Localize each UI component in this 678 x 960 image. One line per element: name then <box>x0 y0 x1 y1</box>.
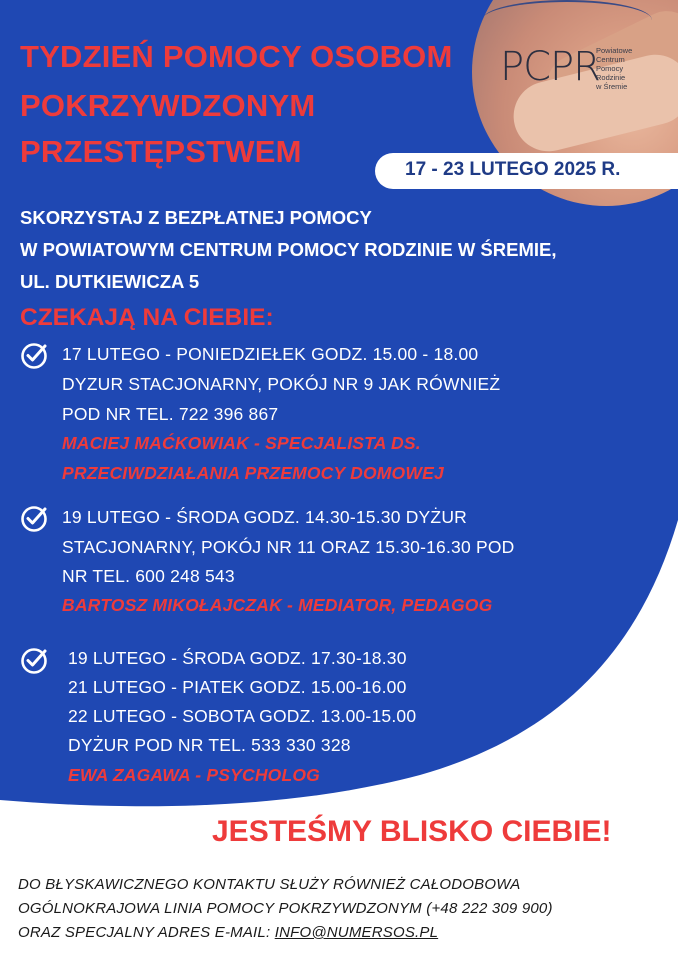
title-line-2: POKRZYWDZONYM <box>20 88 316 123</box>
checkmark-circle-icon <box>20 342 48 370</box>
item-3-specialist: EWA ZAGAWA - PSYCHOLOG <box>68 765 320 785</box>
item-1-line-1: 17 LUTEGO - PONIEDZIEŁEK GODZ. 15.00 - 18.00 <box>62 344 479 364</box>
date-badge <box>375 153 678 189</box>
email-link[interactable]: INFO@NUMERSOS.PL <box>274 924 439 941</box>
item-2-specialist: BARTOSZ MIKOŁAJCZAK - MEDIATOR, PEDAGOG <box>62 595 493 615</box>
pcpr-logo <box>500 42 650 102</box>
waiting-heading: CZEKAJĄ NA CIEBIE: <box>20 304 274 331</box>
item-3-line-2: 21 LUTEGO - PIATEK GODZ. 15.00-16.00 <box>68 677 407 697</box>
date-text: 17 - 23 LUTEGO 2025 R. <box>405 159 621 180</box>
item-1-line-3: POD NR TEL. 722 396 867 <box>62 404 279 424</box>
logo-text: Powiatowe Centrum Pomocy Rodzinie w Śremie <box>596 46 633 91</box>
item-2-line-2: STACJONARNY, POKÓJ NR 11 ORAZ 15.30-16.30 POD <box>62 537 515 557</box>
footer-line-1: DO BŁYSKAWICZNEGO KONTAKTU SŁUŻY RÓWNIEŻ CAŁODOBOWA <box>18 876 521 893</box>
item-3-line-1: 19 LUTEGO - ŚRODA GODZ. 17.30-18.30 <box>68 648 407 668</box>
item-2-line-3: NR TEL. 600 248 543 <box>62 566 235 586</box>
item-2-line-1: 19 LUTEGO - ŚRODA GODZ. 14.30-15.30 DYŻUR <box>62 507 467 527</box>
intro-line-2: W POWIATOWYM CENTRUM POMOCY RODZINIE W ŚREMIE, <box>20 239 557 260</box>
title-line-1: TYDZIEŃ POMOCY OSOBOM <box>20 39 453 74</box>
item-1-specialist-2: PRZECIWDZIAŁANIA PRZEMOCY DOMOWEJ <box>62 463 444 483</box>
checkmark-circle-icon <box>20 647 48 675</box>
footer-line-3 <box>18 924 438 941</box>
intro-line-1: SKORZYSTAJ Z BEZPŁATNEJ POMOCY <box>20 207 372 228</box>
item-1-specialist-1: MACIEJ MAĆKOWIAK - SPECJALISTA DS. <box>62 433 421 453</box>
item-3-line-4: DYŻUR POD NR TEL. 533 330 328 <box>68 735 351 755</box>
logo-mark: PCPR <box>500 44 600 90</box>
intro-line-3: UL. DUTKIEWICZA 5 <box>20 271 200 292</box>
footer-line-2: OGÓLNOKRAJOWA LINIA POMOCY POKRZYWDZONYM (+48 222 309 900) <box>18 900 553 917</box>
item-3-line-3: 22 LUTEGO - SOBOTA GODZ. 13.00-15.00 <box>68 706 417 726</box>
title-line-3: PRZESTĘPSTWEM <box>20 134 302 169</box>
checkmark-circle-icon <box>20 505 48 533</box>
slogan: JESTEŚMY BLISKO CIEBIE! <box>212 815 612 848</box>
item-1-line-2: DYZUR STACJONARNY, POKÓJ NR 9 JAK RÓWNIEŻ <box>62 374 501 394</box>
footer-email-prefix: ORAZ SPECJALNY ADRES E-MAIL: <box>18 924 275 941</box>
